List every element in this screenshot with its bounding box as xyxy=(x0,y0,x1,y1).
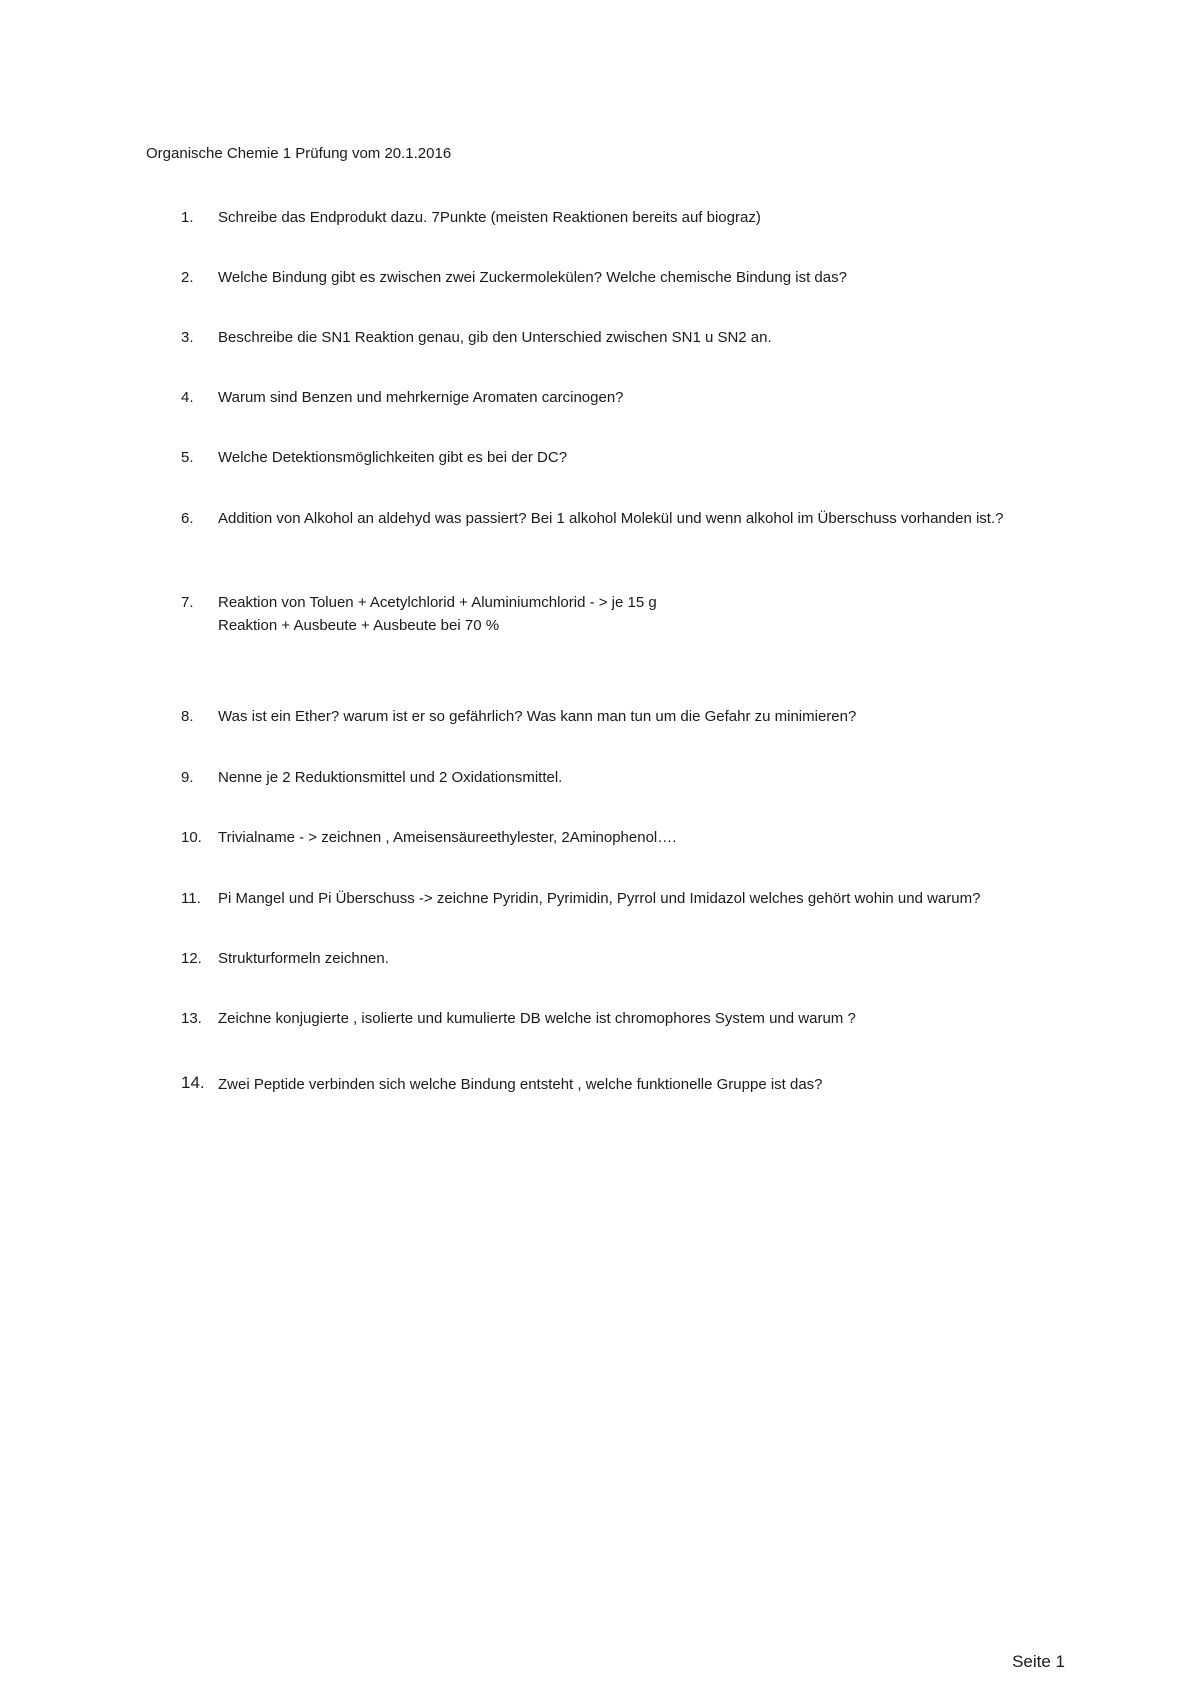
question-text xyxy=(218,266,1068,289)
question-text xyxy=(218,206,1068,229)
question-text xyxy=(218,591,1068,637)
question-number: 3. xyxy=(181,329,194,346)
question-line: Beschreibe die SN1 Reaktion genau, gib den Unterschied zwischen SN1 u SN2 an. xyxy=(218,329,772,346)
question-number: 6. xyxy=(181,510,194,527)
question-number: 12. xyxy=(181,950,202,967)
question-line: Warum sind Benzen und mehrkernige Aromaten carcinogen? xyxy=(218,389,624,406)
question-text xyxy=(218,766,1068,789)
question-line: Schreibe das Endprodukt dazu. 7Punkte (meisten Reaktionen bereits auf biograz) xyxy=(218,209,761,226)
question-text xyxy=(218,705,1068,728)
question-number: 14. xyxy=(181,1073,205,1092)
question-line: Reaktion + Ausbeute + Ausbeute bei 70 % xyxy=(218,617,500,634)
question-text xyxy=(218,326,1068,349)
question-text xyxy=(218,446,1068,469)
question-line: Reaktion von Toluen + Acetylchlorid + Aluminiumchlorid - > je 15 g xyxy=(218,594,657,611)
question-number: 13. xyxy=(181,1010,202,1027)
document-title: Organische Chemie 1 Prüfung vom 20.1.2016 xyxy=(146,145,452,162)
question-number: 10. xyxy=(181,829,202,846)
question-line: Zeichne konjugierte , isolierte und kumulierte DB welche ist chromophores System und warum ? xyxy=(218,1010,856,1027)
question-text xyxy=(218,947,1068,970)
question-text xyxy=(218,887,1068,910)
question-text xyxy=(218,826,1068,849)
question-line: Strukturformeln zeichnen. xyxy=(218,950,389,967)
question-line: Pi Mangel und Pi Überschuss -> zeichne Pyridin, Pyrimidin, Pyrrol und Imidazol welches gehört wohin und warum? xyxy=(218,890,981,907)
question-number: 8. xyxy=(181,708,194,725)
question-text xyxy=(218,1073,1068,1096)
question-text xyxy=(218,507,1068,530)
question-number: 11. xyxy=(181,890,201,907)
question-line: Zwei Peptide verbinden sich welche Bindung entsteht , welche funktionelle Gruppe ist das? xyxy=(218,1076,823,1093)
question-number: 9. xyxy=(181,769,194,786)
question-number: 5. xyxy=(181,449,194,466)
question-line: Nenne je 2 Reduktionsmittel und 2 Oxidationsmittel. xyxy=(218,769,563,786)
question-number: 2. xyxy=(181,269,194,286)
question-number: 7. xyxy=(181,594,194,611)
question-line: Addition von Alkohol an aldehyd was passiert? Bei 1 alkohol Molekül und wenn alkohol im Überschuss vorhanden ist.? xyxy=(218,510,1004,527)
question-line: Welche Detektionsmöglichkeiten gibt es bei der DC? xyxy=(218,449,568,466)
page-number: Seite 1 xyxy=(1012,1652,1065,1671)
question-line: Was ist ein Ether? warum ist er so gefährlich? Was kann man tun um die Gefahr zu minimieren? xyxy=(218,708,857,725)
question-number: 4. xyxy=(181,389,194,406)
question-line: Welche Bindung gibt es zwischen zwei Zuckermolekülen? Welche chemische Bindung ist das? xyxy=(218,269,847,286)
question-text xyxy=(218,386,1068,409)
question-number: 1. xyxy=(181,209,194,226)
question-text xyxy=(218,1007,1068,1030)
question-line: Trivialname - > zeichnen , Ameisensäureethylester, 2Aminophenol…. xyxy=(218,829,677,846)
